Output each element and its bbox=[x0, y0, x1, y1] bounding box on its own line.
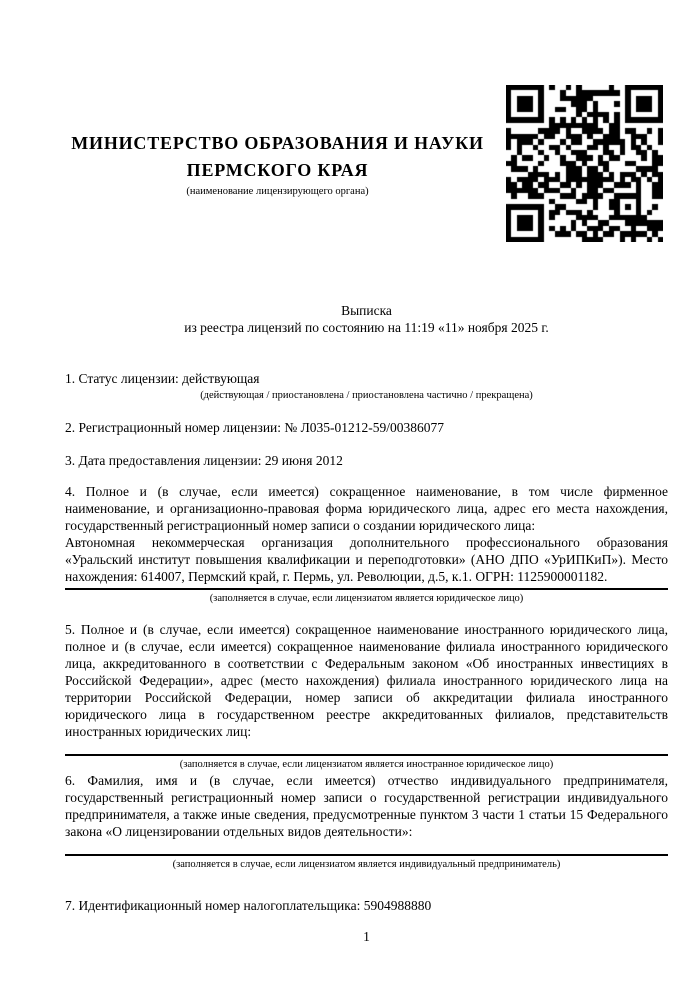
field-registration-number bbox=[65, 419, 668, 436]
issuing-authority-header bbox=[65, 130, 490, 199]
legal-entity-question: 4. Полное и (в случае, если имеется) сокращенное наименование, в том числе фирменное наименование, и организационно-правовая форма юридического лица, адрес его места нахождения, государственный регистрационный номер записи о создании юридического лица: bbox=[65, 484, 668, 533]
registration-number-text: 2. Регистрационный номер лицензии: № Л035-01212-59/00386077 bbox=[65, 420, 445, 435]
authority-caption: (наименование лицензирующего органа) bbox=[186, 186, 369, 197]
qr-code bbox=[506, 85, 663, 242]
authority-name-line1: МИНИСТЕРСТВО ОБРАЗОВАНИЯ И НАУКИ bbox=[71, 133, 484, 153]
foreign-entity-caption: (заполняется в случае, если лицензиатом является иностранное юридическое лицо) bbox=[179, 759, 554, 770]
authority-name-line2: ПЕРМСКОГО КРАЯ bbox=[186, 160, 369, 180]
field-foreign-entity bbox=[65, 621, 668, 772]
document-title bbox=[65, 302, 668, 336]
field-license-date bbox=[65, 452, 668, 469]
individual-entrepreneur-caption: (заполняется в случае, если лицензиатом является индивидуальный предприниматель) bbox=[172, 859, 561, 870]
legal-entity-caption: (заполняется в случае, если лицензиатом является юридическое лицо) bbox=[209, 593, 524, 604]
license-date-text: 3. Дата предоставления лицензии: 29 июня 2012 bbox=[65, 453, 343, 468]
page-number: 1 bbox=[363, 929, 370, 944]
legal-entity-rule bbox=[65, 588, 668, 590]
field-license-status bbox=[65, 370, 668, 403]
foreign-entity-rule bbox=[65, 754, 668, 756]
field-legal-entity bbox=[65, 483, 668, 606]
field-individual-entrepreneur bbox=[65, 772, 668, 872]
license-status-caption: (действующая / приостановлена / приостановлена частично / прекращена) bbox=[200, 390, 533, 401]
foreign-entity-question: 5. Полное и (в случае, если имеется) сокращенное наименование иностранного юридического лица, полное и (в случае, если имеется) сокращенное наименование филиала иностранного юридического лица, аккредитованного в соответствии с Федеральным законом «Об иностранных инвестициях в Российской Федерации», адрес (место нахождения) филиала иностранного юридического лица на территории Российской Федерации, номер записи об аккредитации филиала иностранного юридического лица в государственном реестре аккредитованных филиалов, представительств иностранных юридических лиц: bbox=[65, 622, 668, 739]
legal-entity-answer: Автономная некоммерческая организация дополнительного профессионального образования «Уральский институт повышения квалификации и переподготовки» (АНО ДПО «УрИПКиП»). Место нахождения: 614007, Пермский край, г. Пермь, ул. Революции, д.5, к.1. ОГРН: 1125900001182. bbox=[65, 535, 668, 584]
individual-entrepreneur-rule bbox=[65, 854, 668, 856]
document-title-line2: из реестра лицензий по состоянию на 11:19 «11» ноября 2025 г. bbox=[184, 320, 549, 335]
taxpayer-number-text: 7. Идентификационный номер налогоплательщика: 5904988880 bbox=[65, 898, 432, 913]
field-taxpayer-number bbox=[65, 897, 668, 914]
individual-entrepreneur-question: 6. Фамилия, имя и (в случае, если имеется) отчество индивидуального предпринимателя, государственный регистрационный номер записи о государственной регистрации индивидуального предпринимателя, а также иные сведения, предусмотренные пунктом 3 части 1 статьи 15 Федерального закона «О лицензировании отдельных видов деятельности»: bbox=[65, 773, 668, 839]
document-title-line1: Выписка bbox=[341, 303, 392, 318]
license-status-text: 1. Статус лицензии: действующая bbox=[65, 371, 260, 386]
